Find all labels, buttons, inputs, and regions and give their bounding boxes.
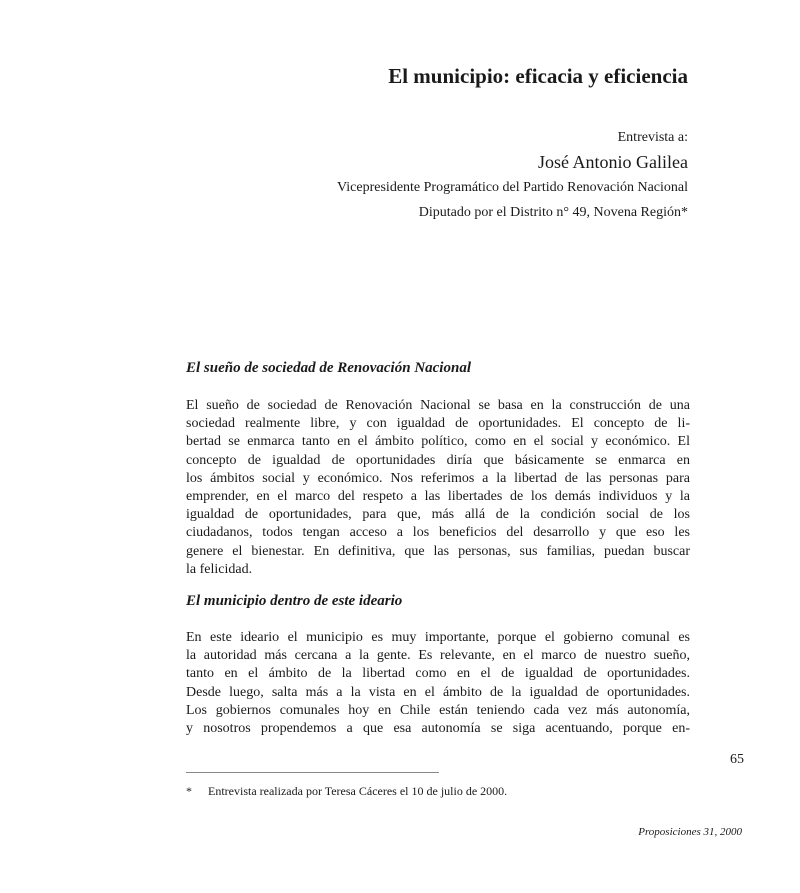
paragraph-line: El sueño de sociedad de Renovación Nacional se basa en la construcción de una [186,398,690,413]
interview-label: Entrevista a: [617,130,688,145]
page-number: 65 [730,752,744,767]
section-heading: El sueño de sociedad de Renovación Nacional [186,360,471,376]
section-paragraph [186,397,690,579]
footnote [186,784,507,799]
journal-citation: Proposiciones 31, 2000 [638,826,742,838]
paragraph-line: igualdad de oportunidades, para que, más allá de la condición social de los [186,507,690,523]
paragraph-line: emprender, en el marco del respeto a las libertades de los demás individuos y la [186,489,690,505]
section-paragraph [186,629,690,738]
paragraph-line: Los gobiernos comunales hoy en Chile están teniendo cada vez más autonomía, [186,702,690,718]
interviewee-role: Vicepresidente Programático del Partido Renovación Nacional [337,180,688,195]
section-2 [186,591,690,738]
paragraph-line: concepto de igualdad de oportunidades diría que básicamente se enmarca en [186,452,690,468]
paragraph-line: los ámbitos social y económico. Nos referimos a la libertad de las personas para [186,470,690,486]
footnote-divider [186,772,439,773]
paragraph-line: la felicidad. [186,561,253,577]
paragraph-line: y nosotros propendemos a que esa autonomía se siga acentuando, porque en- [186,721,690,737]
section-1 [186,358,690,579]
interviewee-name: José Antonio Galilea [538,152,688,172]
paragraph-line: bertad se enmarca tanto en el ámbito político, como en el social y económico. El [186,434,690,450]
article-title: El municipio: eficacia y eficiencia [388,64,688,88]
paragraph-line: sociedad realmente libre, y con igualdad de oportunidades. El concepto de li- [186,416,690,432]
interview-header [337,128,688,225]
paragraph-line: la autoridad más cercana a la gente. Es relevante, en el marco de nuestro sueño, [186,648,690,664]
interviewee-district: Diputado por el Distrito n° 49, Novena Región* [418,205,688,220]
paragraph-line: genere el bienestar. En definitiva, que las personas, sus familias, puedan buscar [186,543,690,559]
paragraph-line: tanto en el ámbito de la libertad como en el de igualdad de oportunidades. [186,666,690,682]
paragraph-line: Desde luego, salta más a la vista en el ámbito de la igualdad de oportunidades. [186,684,690,700]
paragraph-line: En este ideario el municipio es muy importante, porque el gobierno comunal es [186,630,690,645]
paragraph-line: ciudadanos, todos tengan acceso a los beneficios del desarrollo y que eso les [186,525,690,541]
footnote-mark: * [186,784,192,798]
footnote-text: Entrevista realizada por Teresa Cáceres el 10 de julio de 2000. [208,784,508,798]
section-heading: El municipio dentro de este ideario [186,593,403,609]
